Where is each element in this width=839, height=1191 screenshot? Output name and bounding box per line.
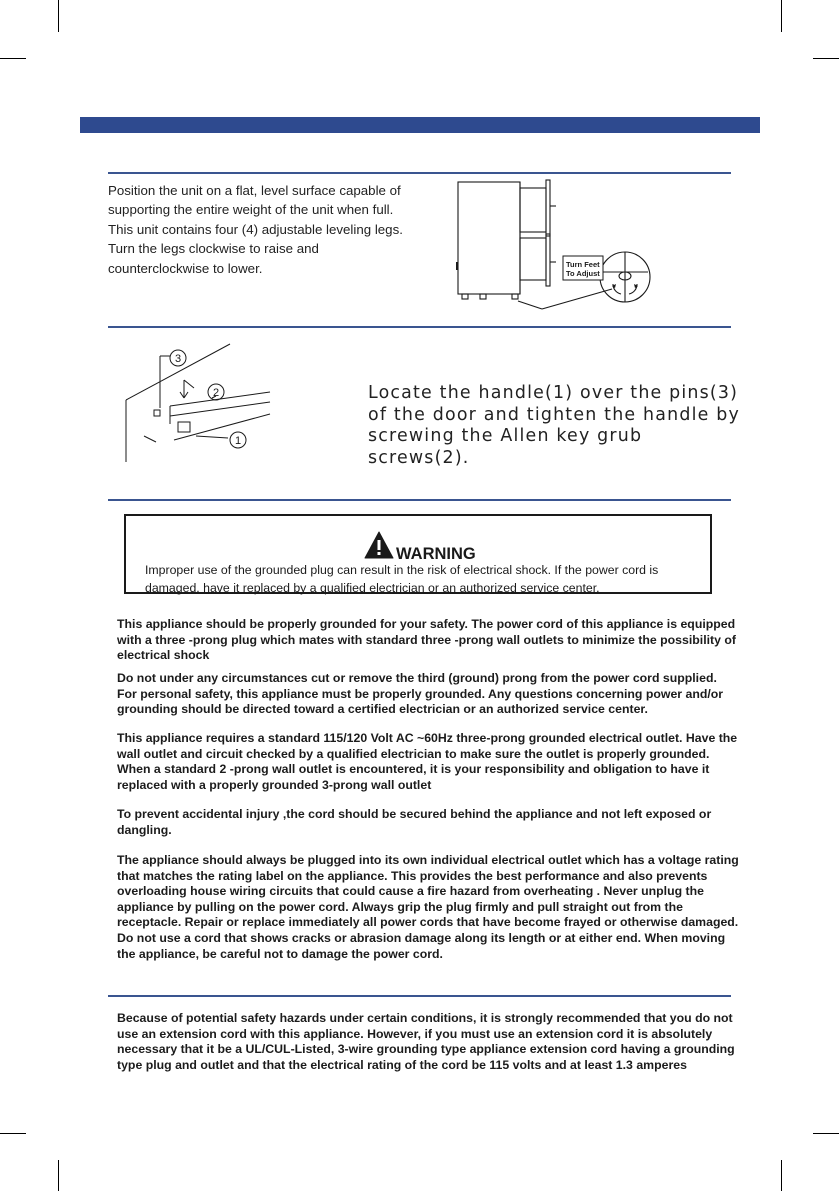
crop-mark <box>781 0 782 32</box>
warning-heading <box>364 526 476 563</box>
dedicated-outlet-paragraph: The appliance should always be plugged into its own individual electrical outlet which has a voltage rating that matches the rating label on the appliance. This provides the best performance and also prevents overloading house wiring circuits that could cause a fire hazard from overheating . Never unplug the appliance by pulling on the power cord. Always grip the plug firmly and pull straight out from the receptacle. Repair or replace immediately all power cords that have become frayed or otherwise damaged. Do not use a cord that shows cracks or abrasion damage along its length or at either end. When moving the appliance, be careful not to damage the power cord. <box>117 853 739 961</box>
crop-mark <box>58 1160 59 1191</box>
extension-cord-paragraph: Because of potential safety hazards under certain conditions, it is strongly recommended that you do not use an extension cord with this appliance. However, if you must use an extension cord it is absolutely necessary that it be a UL/CUL-Listed, 3-wire grounding type appliance extension cord having a grounding type plug and outlet and that the electrical rating of the cord be 115 volts and at least 1.3 amperes <box>117 1011 735 1072</box>
crop-mark <box>813 1133 839 1134</box>
callout-label-1: 1 <box>234 435 242 447</box>
section-rule <box>108 995 731 997</box>
leveling-diagram <box>452 176 662 312</box>
warning-text: Improper use of the grounded plug can result in the risk of electrical shock. If the power cord is damaged, have it replaced by a qualified electrician or an authorized service center. <box>145 563 659 595</box>
section-rule <box>108 326 731 328</box>
outlet-paragraph: This appliance requires a standard 115/120 Volt AC ~60Hz three-prong grounded electrical outlet. Have the wall outlet and circuit checked by a qualified electrician to make sure the outlet is properly grounded. When a standard 2 -prong wall outlet is encountered, it is your responsibility and obligation to have it replaced with a properly grounded 3-prong wall outlet <box>117 731 738 792</box>
grounding-paragraph: This appliance should be properly grounded for your safety. The power cord of this appliance is equipped with a three -prong plug which mates with standard three -prong wall outlets to minimize the possibility of electrical shock <box>117 617 736 663</box>
warning-box <box>124 514 712 594</box>
ground-prong-paragraph: Do not under any circumstances cut or remove the third (ground) prong from the power cord supplied. For personal safety, this appliance must be properly grounded. Any questions concerning power and/or grounding should be directed toward a certified electrician or an authorized service center. <box>117 671 724 717</box>
crop-mark <box>0 58 26 59</box>
handle-instructions: Locate the handle(1) over the pins(3) of the door and tighten the handle by screwing the Allen key grub screws(2). <box>368 383 740 468</box>
crop-mark <box>58 0 59 32</box>
handle-diagram <box>122 340 274 466</box>
section-rule <box>108 499 731 501</box>
callout-to-adjust: To Adjust <box>566 269 600 278</box>
warning-title: WARNING <box>396 545 476 563</box>
callout-label-2: 2 <box>212 387 220 399</box>
leveling-instructions: Position the unit on a flat, level surface capable of supporting the entire weight of the unit when full. This unit contains four (4) adjustable leveling legs. Turn the legs clockwise to raise and counterclockwise to lower. <box>108 183 403 276</box>
crop-mark <box>781 1160 782 1191</box>
section-rule <box>108 172 731 174</box>
header-bar <box>80 117 760 133</box>
warning-triangle-icon <box>364 530 394 560</box>
cord-placement-paragraph: To prevent accidental injury ,the cord should be secured behind the appliance and not left exposed or dangling. <box>117 807 712 837</box>
crop-mark <box>0 1133 26 1134</box>
callout-turn-feet: Turn Feet <box>566 260 600 269</box>
crop-mark <box>813 58 839 59</box>
callout-label-3: 3 <box>174 353 182 365</box>
